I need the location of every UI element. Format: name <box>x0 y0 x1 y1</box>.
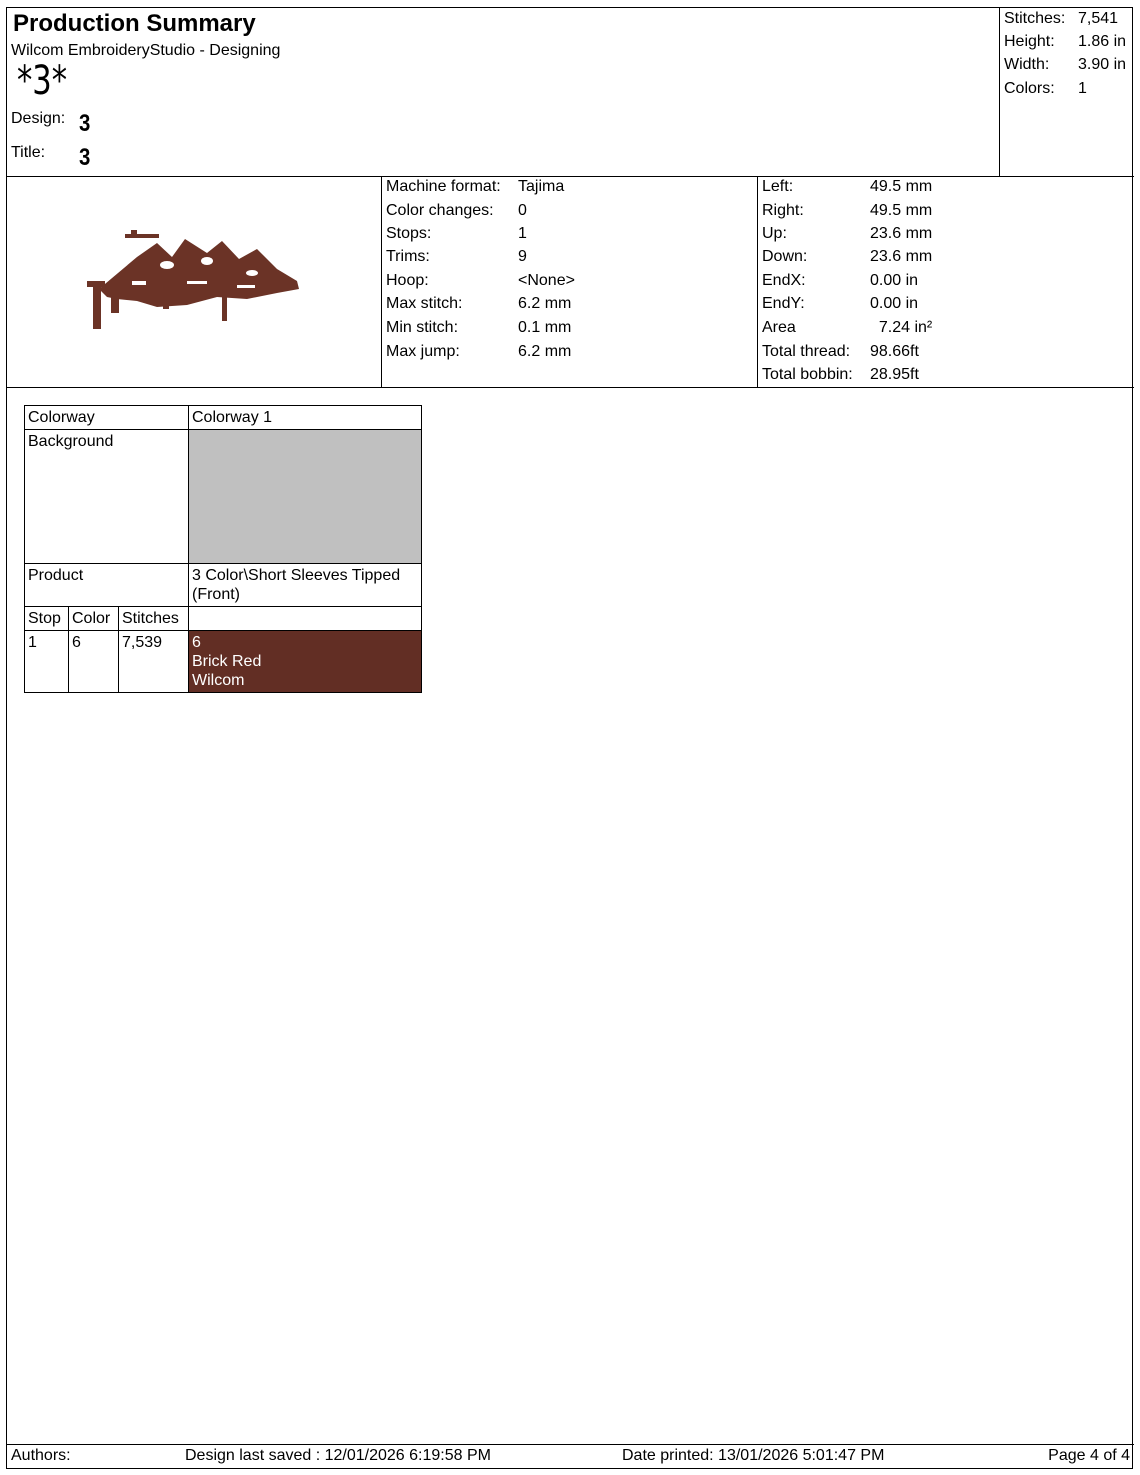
col-thread <box>189 607 422 631</box>
total-thread-value: 98.66ft <box>870 343 919 360</box>
trims-value: 9 <box>518 248 527 265</box>
down-value: 23.6 mm <box>870 248 933 265</box>
endx-label: EndX: <box>762 272 806 289</box>
background-row <box>25 430 422 564</box>
header <box>7 8 1134 177</box>
product-row <box>25 564 422 607</box>
col-stop: Stop <box>25 607 69 631</box>
colors-value: 1 <box>1078 80 1087 97</box>
product-value <box>189 564 422 607</box>
machine-format-label: Machine format: <box>386 178 501 195</box>
endx-value: 0.00 in <box>870 272 919 289</box>
last-saved: Design last saved : 12/01/2026 6:19:58 PM <box>185 1447 491 1464</box>
table-row <box>25 631 422 693</box>
design-preview <box>7 177 382 387</box>
product-label: Product <box>25 564 189 607</box>
height-label: Height: <box>1004 33 1055 50</box>
title-value: 3 <box>79 144 91 171</box>
up-value: 23.6 mm <box>870 225 933 242</box>
col-color: Color <box>69 607 119 631</box>
width-label: Width: <box>1004 56 1050 73</box>
color-cell: 6 <box>69 631 119 693</box>
authors-label: Authors: <box>11 1447 71 1464</box>
mountain-embroidery-icon <box>7 177 382 387</box>
design-barcode: *3* <box>17 58 68 104</box>
design-label: Design: <box>11 110 66 127</box>
date-printed: Date printed: 13/01/2026 5:01:47 PM <box>622 1447 885 1464</box>
total-thread-label: Total thread: <box>762 343 851 360</box>
max-jump-label: Max jump: <box>386 343 460 360</box>
background-label: Background <box>25 430 189 564</box>
down-label: Down: <box>762 248 808 265</box>
trims-label: Trims: <box>386 248 430 265</box>
title-label: Title: <box>11 144 46 161</box>
up-label: Up: <box>762 225 787 242</box>
right-value: 49.5 mm <box>870 202 933 219</box>
design-value: 3 <box>79 110 91 137</box>
endy-label: EndY: <box>762 295 805 312</box>
min-stitch-label: Min stitch: <box>386 319 459 336</box>
max-stitch-label: Max stitch: <box>386 295 463 312</box>
colorway-table <box>24 405 422 693</box>
max-stitch-value: 6.2 mm <box>518 295 572 312</box>
stitches-cell: 7,539 <box>119 631 189 693</box>
col-stitches: Stitches <box>119 607 189 631</box>
stitches-value: 7,541 <box>1078 10 1119 27</box>
area-label: Area <box>762 319 796 336</box>
area-value: 7.24 in² <box>870 319 933 336</box>
min-stitch-value: 0.1 mm <box>518 319 572 336</box>
left-label: Left: <box>762 178 794 195</box>
machine-format-value: Tajima <box>518 178 565 195</box>
thread-name: Brick Red <box>192 653 262 670</box>
endy-value: 0.00 in <box>870 295 919 312</box>
left-value: 49.5 mm <box>870 178 933 195</box>
thread-swatch <box>189 631 422 693</box>
colorway-value: Colorway 1 <box>189 406 422 430</box>
design-info <box>7 177 1134 388</box>
page-title: Production Summary <box>13 10 256 37</box>
stop-cell: 1 <box>25 631 69 693</box>
app-name: Wilcom EmbroideryStudio - Designing <box>11 42 281 59</box>
hoop-value: <None> <box>518 272 575 289</box>
width-value: 3.90 in <box>1078 56 1127 73</box>
color-changes-value: 0 <box>518 202 527 219</box>
thread-code: 6 <box>192 634 201 651</box>
background-swatch <box>189 430 422 564</box>
colorway-label: Colorway <box>25 406 189 430</box>
colors-label: Colors: <box>1004 80 1055 97</box>
max-jump-value: 6.2 mm <box>518 343 572 360</box>
total-bobbin-value: 28.95ft <box>870 366 919 383</box>
right-label: Right: <box>762 202 804 219</box>
colorway-row <box>25 406 422 430</box>
dimension-info <box>758 177 1134 387</box>
height-value: 1.86 in <box>1078 33 1127 50</box>
thread-brand: Wilcom <box>192 672 245 689</box>
product-line-1: 3 Color\Short Sleeves Tipped <box>192 567 401 584</box>
design-stats <box>999 8 1134 177</box>
page-number: Page 4 of 4 <box>1048 1447 1130 1464</box>
product-line-2: (Front) <box>192 586 240 603</box>
page-footer <box>7 1444 1134 1470</box>
stitches-label: Stitches: <box>1004 10 1066 27</box>
thread-header-row <box>25 607 422 631</box>
hoop-label: Hoop: <box>386 272 429 289</box>
total-bobbin-label: Total bobbin: <box>762 366 853 383</box>
stops-value: 1 <box>518 225 527 242</box>
stops-label: Stops: <box>386 225 432 242</box>
color-changes-label: Color changes: <box>386 202 494 219</box>
production-summary-page <box>6 7 1133 1469</box>
machine-info <box>382 177 758 387</box>
